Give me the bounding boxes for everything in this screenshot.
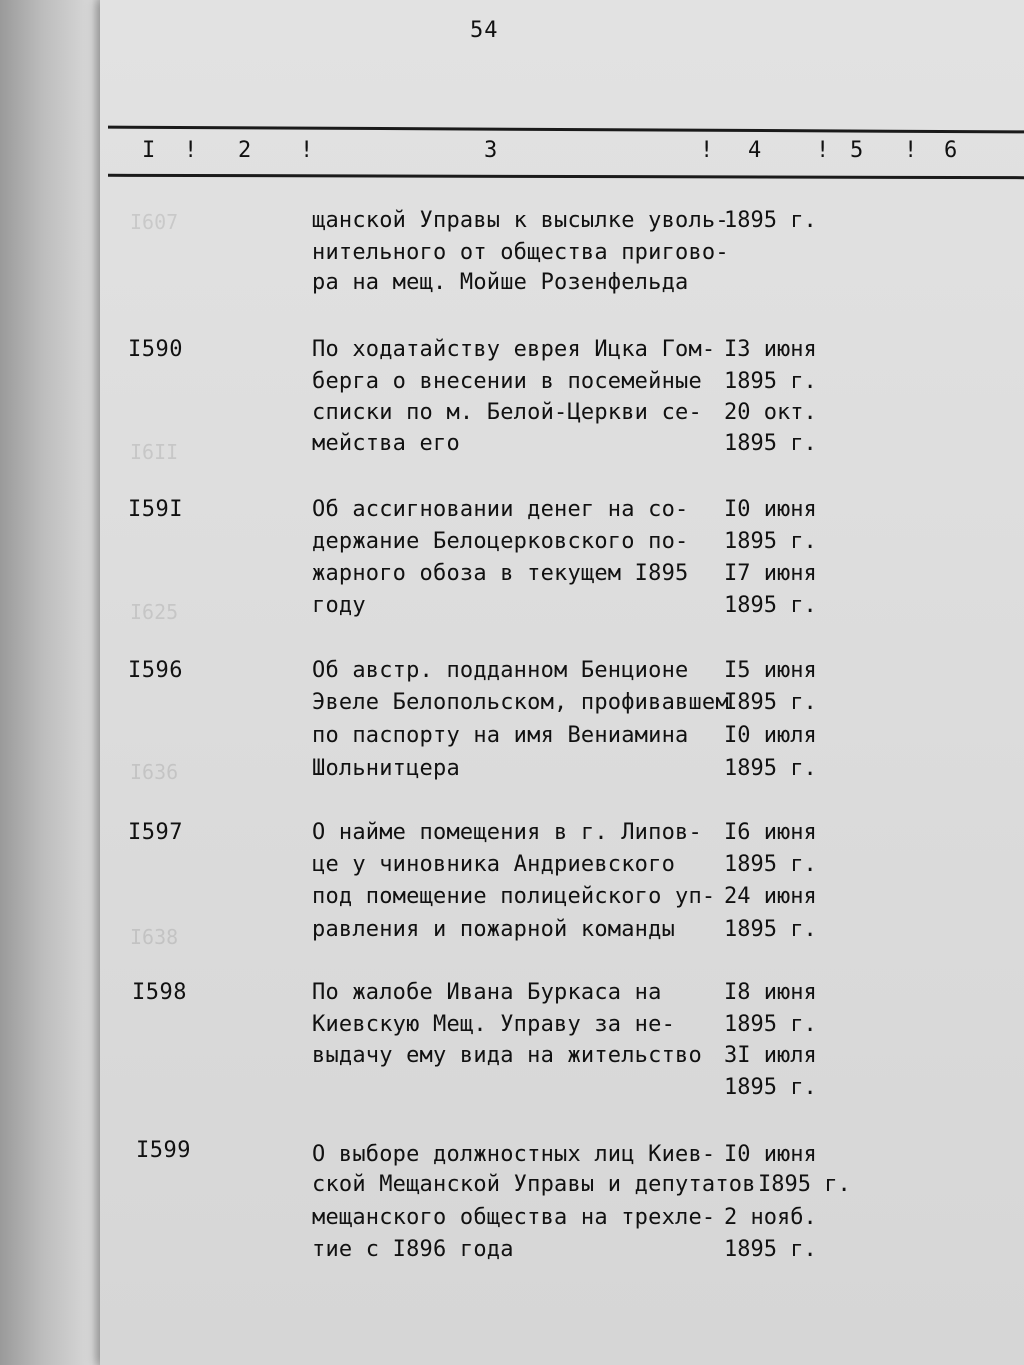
description-line: выдачу ему вида на жительство (312, 1043, 702, 1068)
description-line: По жалобе Ивана Буркаса на (312, 980, 662, 1005)
date-cell: I7 июня (724, 561, 817, 586)
description-line: равления и пожарной команды (312, 917, 676, 942)
date-cell: I895 г. (724, 690, 817, 715)
description-line: О выборе должностных лиц Киев- (312, 1142, 716, 1167)
date-cell: 2 нояб. (724, 1205, 817, 1230)
bleed-through-text: I6II (130, 440, 179, 464)
description-line: Об австр. подданном Бенционе (312, 658, 689, 683)
date-cell: 1895 г. (724, 369, 817, 394)
description-line: держание Белоцерковского по- (312, 529, 689, 554)
description-line: берга о внесении в посемейные (312, 369, 702, 394)
column-header: 4 (748, 138, 762, 163)
date-cell: 1895 г. (724, 852, 817, 877)
date-cell: 24 июня (724, 884, 817, 909)
entry-number: I599 (136, 1138, 191, 1163)
column-separator: ! (904, 138, 918, 163)
date-cell: I5 июня (724, 658, 817, 683)
description-line: ской Мещанской Управы и депутатов (312, 1172, 756, 1197)
date-cell: 3I июля (724, 1043, 817, 1068)
description-line: под помещение полицейского уп- (312, 884, 716, 909)
description-line: тие с I896 года (312, 1237, 514, 1262)
date-cell: 1895 г. (724, 1237, 817, 1262)
description-line: по паспорту на имя Вениамина (312, 723, 689, 748)
date-cell: 1895 г. (724, 1012, 817, 1037)
description-line: Шольнитцера (312, 756, 460, 781)
date-cell: I0 июля (724, 723, 817, 748)
date-cell: I8 июня (724, 980, 817, 1005)
description-line: ра на мещ. Мойше Розенфельда (312, 270, 689, 295)
column-header: 5 (850, 138, 864, 163)
date-cell: I6 июня (724, 820, 817, 845)
description-line: Киевскую Мещ. Управу за не- (312, 1012, 676, 1037)
column-separator: ! (184, 138, 198, 163)
bleed-through-text: I607 (130, 210, 179, 234)
entry-number: I598 (132, 980, 187, 1005)
left-page-edge (0, 0, 108, 1365)
column-header: 6 (944, 138, 958, 163)
column-separator: ! (816, 138, 830, 163)
description-line: О найме помещения в г. Липов- (312, 820, 702, 845)
bleed-through-text: I636 (130, 760, 179, 784)
description-line: щанской Управы к высылке уволь- (312, 208, 729, 233)
date-cell: 1895 г. (724, 917, 817, 942)
column-header-row (0, 138, 1024, 168)
date-cell: 20 окт. (724, 400, 817, 425)
date-cell: 1895 г. (724, 1075, 817, 1100)
description-line: По ходатайству еврея Ицка Гом- (312, 337, 716, 362)
description-line: году (312, 593, 366, 618)
date-cell: I895 г. (758, 1172, 851, 1197)
entry-number: I597 (128, 820, 183, 845)
description-line: нительного от общества пригово- (312, 240, 729, 265)
description-line: Эвеле Белопольском, профивавшем (312, 690, 729, 715)
description-line: списки по м. Белой-Церкви се- (312, 400, 702, 425)
page-number: 54 (470, 18, 499, 43)
description-line: це у чиновника Андриевского (312, 852, 676, 877)
bleed-through-text: I638 (130, 925, 179, 949)
column-header: 2 (238, 138, 252, 163)
date-cell: 1895 г. (724, 756, 817, 781)
date-cell: 1895 г. (724, 431, 817, 456)
date-cell: I0 июня (724, 1142, 817, 1167)
date-cell: 1895 г. (724, 593, 817, 618)
column-header: 3 (484, 138, 498, 163)
description-line: Об ассигновании денег на со- (312, 497, 689, 522)
bleed-through-text: I625 (130, 600, 179, 624)
description-line: мейства его (312, 431, 460, 456)
entry-number: I590 (128, 337, 183, 362)
entry-number: I59I (128, 497, 183, 522)
date-cell: 1895 г. (724, 529, 817, 554)
description-line: мещанского общества на трехле- (312, 1205, 716, 1230)
column-separator: ! (700, 138, 714, 163)
date-cell: 1895 г. (724, 208, 817, 233)
date-cell: I0 июня (724, 497, 817, 522)
date-cell: I3 июня (724, 337, 817, 362)
description-line: жарного обоза в текущем I895 (312, 561, 689, 586)
column-header: I (142, 138, 156, 163)
column-separator: ! (300, 138, 314, 163)
entry-number: I596 (128, 658, 183, 683)
